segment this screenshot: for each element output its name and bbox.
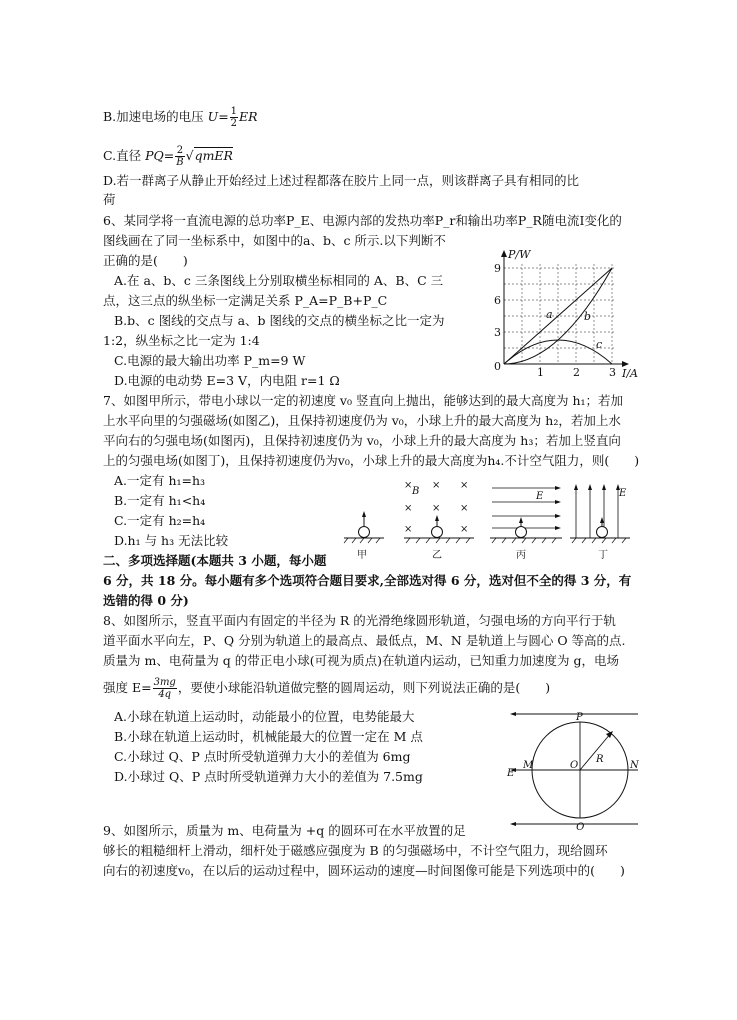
curve-label-a: a bbox=[546, 308, 553, 321]
q7-stem-line1: 7、如图甲所示，带电小球以一定的初速度 v₀ 竖直向上抛出，能够达到的最大高度为 h₁；若加 bbox=[103, 393, 624, 408]
section2-header-line2: 6 分，共 18 分。每小题有多个选项符合题目要求,全部选对得 6 分，选对但不全的得 3 分，有 bbox=[103, 573, 632, 588]
q6-stem-line2: 图线画在了同一坐标系中，如图中的a、b、c 所示.以下判断不 bbox=[103, 233, 446, 248]
x-tick-3: 3 bbox=[609, 366, 616, 378]
q8-stem-line4: 强度 E= $\frac{3mg}{4q}$ ，要使小球能沿轨道做完整的圆周运动，则下列说法正确的是( ) bbox=[103, 677, 551, 700]
q8-option-b: B.小球在轨道上运动时，机械能最大的位置一定在 M 点 bbox=[114, 729, 423, 744]
q8-option-a: A.小球在轨道上运动时，动能最小的位置，电势能最大 bbox=[114, 709, 415, 724]
q8-circular-track-figure bbox=[504, 706, 644, 830]
magnetic-field-label: B bbox=[412, 486, 420, 497]
y-tick-6: 6 bbox=[494, 294, 501, 307]
q6-option-a-line2: 点，这三点的纵坐标一定满足关系 P_A=P_B+P_C bbox=[103, 293, 388, 308]
svg-text:×: × bbox=[432, 503, 441, 514]
point-q-label: Q bbox=[576, 822, 585, 830]
q7-stem-line2: 上水平向里的匀强磁场(如图乙)，且保持初速度仍为 v₀，小球上升的最大高度为 h₂，若加上水 bbox=[103, 413, 621, 428]
center-o-label: O bbox=[570, 760, 579, 771]
q7-figures bbox=[340, 474, 640, 564]
q7-option-a: A.一定有 h₁=h₃ bbox=[114, 473, 206, 488]
q8-option-c: C.小球过 Q、P 点时所受轨道弹力大小的差值为 6mg bbox=[114, 749, 411, 764]
figure-jia bbox=[344, 511, 384, 561]
svg-text:×: × bbox=[404, 503, 413, 514]
q6-power-graph bbox=[484, 246, 644, 378]
q5-option-d-line1: D.若一群离子从静止开始经过上述过程都落在胶片上同一点，则该群离子具有相同的比 bbox=[103, 173, 580, 188]
q8-stem-line1: 8、如图所示，竖直平面内有固定的半径为 R 的光滑绝缘圆形轨道，匀强电场的方向平行于轨 bbox=[103, 613, 616, 628]
q8-option-d: D.小球过 Q、P 点时所受轨道弹力大小的差值为 7.5mg bbox=[114, 769, 423, 784]
graph-origin: 0 bbox=[494, 360, 501, 373]
q7-stem-line3: 平向右的匀强电场(如图丙)，且保持初速度仍为 v₀，小球上升的最大高度为 h₃；若加上竖直向 bbox=[103, 433, 621, 448]
q9-stem-line1: 9、如图所示，质量为 m、电荷量为 +q 的圆环可在水平放置的足 bbox=[103, 823, 466, 838]
q7-option-d: D.h₁ 与 h₃ 无法比较 bbox=[114, 533, 229, 548]
field-e-label: E bbox=[507, 768, 515, 779]
q6-option-b-line1: B.b、c 图线的交点与 a、b 图线的交点的横坐标之比一定为 bbox=[114, 313, 445, 328]
y-tick-9: 9 bbox=[494, 262, 501, 275]
section2-header-line1: 二、多项选择题(本题共 3 小题，每小题 bbox=[103, 553, 327, 568]
point-p-label: P bbox=[576, 712, 583, 723]
figure-label-ding: 丁 bbox=[598, 550, 608, 561]
figure-yi bbox=[404, 480, 474, 561]
q7-option-b: B.一定有 h₁<h₄ bbox=[114, 493, 206, 508]
q6-option-c: C.电源的最大输出功率 P_m=9 W bbox=[114, 353, 306, 368]
figure-label-jia: 甲 bbox=[357, 550, 367, 561]
x-tick-2: 2 bbox=[573, 366, 580, 378]
q5-option-d-line2: 荷 bbox=[103, 192, 116, 207]
figure-bing bbox=[490, 486, 562, 561]
svg-text:×: × bbox=[404, 524, 413, 535]
section2-header-line3: 选错的得 0 分) bbox=[103, 593, 189, 608]
graph-x-label: I/A bbox=[622, 367, 638, 378]
q6-stem-line3: 正确的是( ) bbox=[103, 253, 188, 268]
point-m-label: M bbox=[523, 760, 534, 771]
figure-ding bbox=[570, 484, 630, 561]
svg-text:×: × bbox=[404, 480, 413, 491]
graph-y-label: P/W bbox=[508, 248, 531, 261]
q7-option-c: C.一定有 h₂=h₄ bbox=[114, 513, 206, 528]
q7-stem-line4: 上的匀强电场(如图丁)，且保持初速度仍为v₀，小球上升的最大高度为h₄.不计空气阻力，则( ) bbox=[103, 453, 640, 468]
q8-stem-line2: 道平面水平向左，P、Q 分别为轨道上的最高点、最低点，M、N 是轨道上与圆心 O 等高的点. bbox=[103, 633, 626, 648]
q5-option-b: B.加速电场的电压 U= $\frac{1}{2}$ ER bbox=[103, 106, 258, 129]
figure-label-bing: 丙 bbox=[516, 550, 526, 561]
curve-label-b: b bbox=[584, 310, 592, 323]
q6-option-d: D.电源的电动势 E=3 V，内电阻 r=1 Ω bbox=[114, 373, 340, 388]
figure-label-yi: 乙 bbox=[432, 550, 442, 561]
curve-label-c: c bbox=[596, 338, 603, 351]
svg-text:×: × bbox=[460, 524, 469, 535]
q5-option-c: C.直径 PQ= $\frac{2}{B}$ √qmER bbox=[103, 145, 233, 168]
q6-option-b-line2: 1:2，纵坐标之比一定为 1:4 bbox=[103, 333, 260, 348]
q6-option-a-line1: A.在 a、b、c 三条图线上分别取横坐标相同的 A、B、C 三 bbox=[114, 273, 444, 288]
x-tick-1: 1 bbox=[537, 366, 544, 378]
electric-field-label-ding: E bbox=[619, 488, 627, 499]
radius-r-label: R bbox=[596, 754, 604, 765]
q9-stem-line2: 够长的粗糙细杆上滑动，细杆处于磁感应强度为 B 的匀强磁场中，不计空气阻力，现给圆环 bbox=[103, 843, 608, 858]
y-tick-3: 3 bbox=[494, 326, 501, 339]
q9-stem-line3: 向右的初速度v₀，在以后的运动过程中，圆环运动的速度—时间图像可能是下列选项中的( ) bbox=[103, 863, 625, 878]
svg-text:×: × bbox=[432, 480, 441, 491]
electric-field-label-bing: E bbox=[536, 491, 544, 502]
svg-text:×: × bbox=[460, 503, 469, 514]
point-n-label: N bbox=[630, 760, 639, 771]
q8-stem-line3: 质量为 m、电荷量为 q 的带正电小球(可视为质点)在轨道内运动，已知重力加速度为 g，电场 bbox=[103, 653, 620, 668]
q6-stem-line1: 6、某同学将一直流电源的总功率P_E、电源内部的发热功率P_r和输出功率P_R随电流I变化的 bbox=[103, 213, 622, 228]
svg-text:×: × bbox=[460, 480, 469, 491]
